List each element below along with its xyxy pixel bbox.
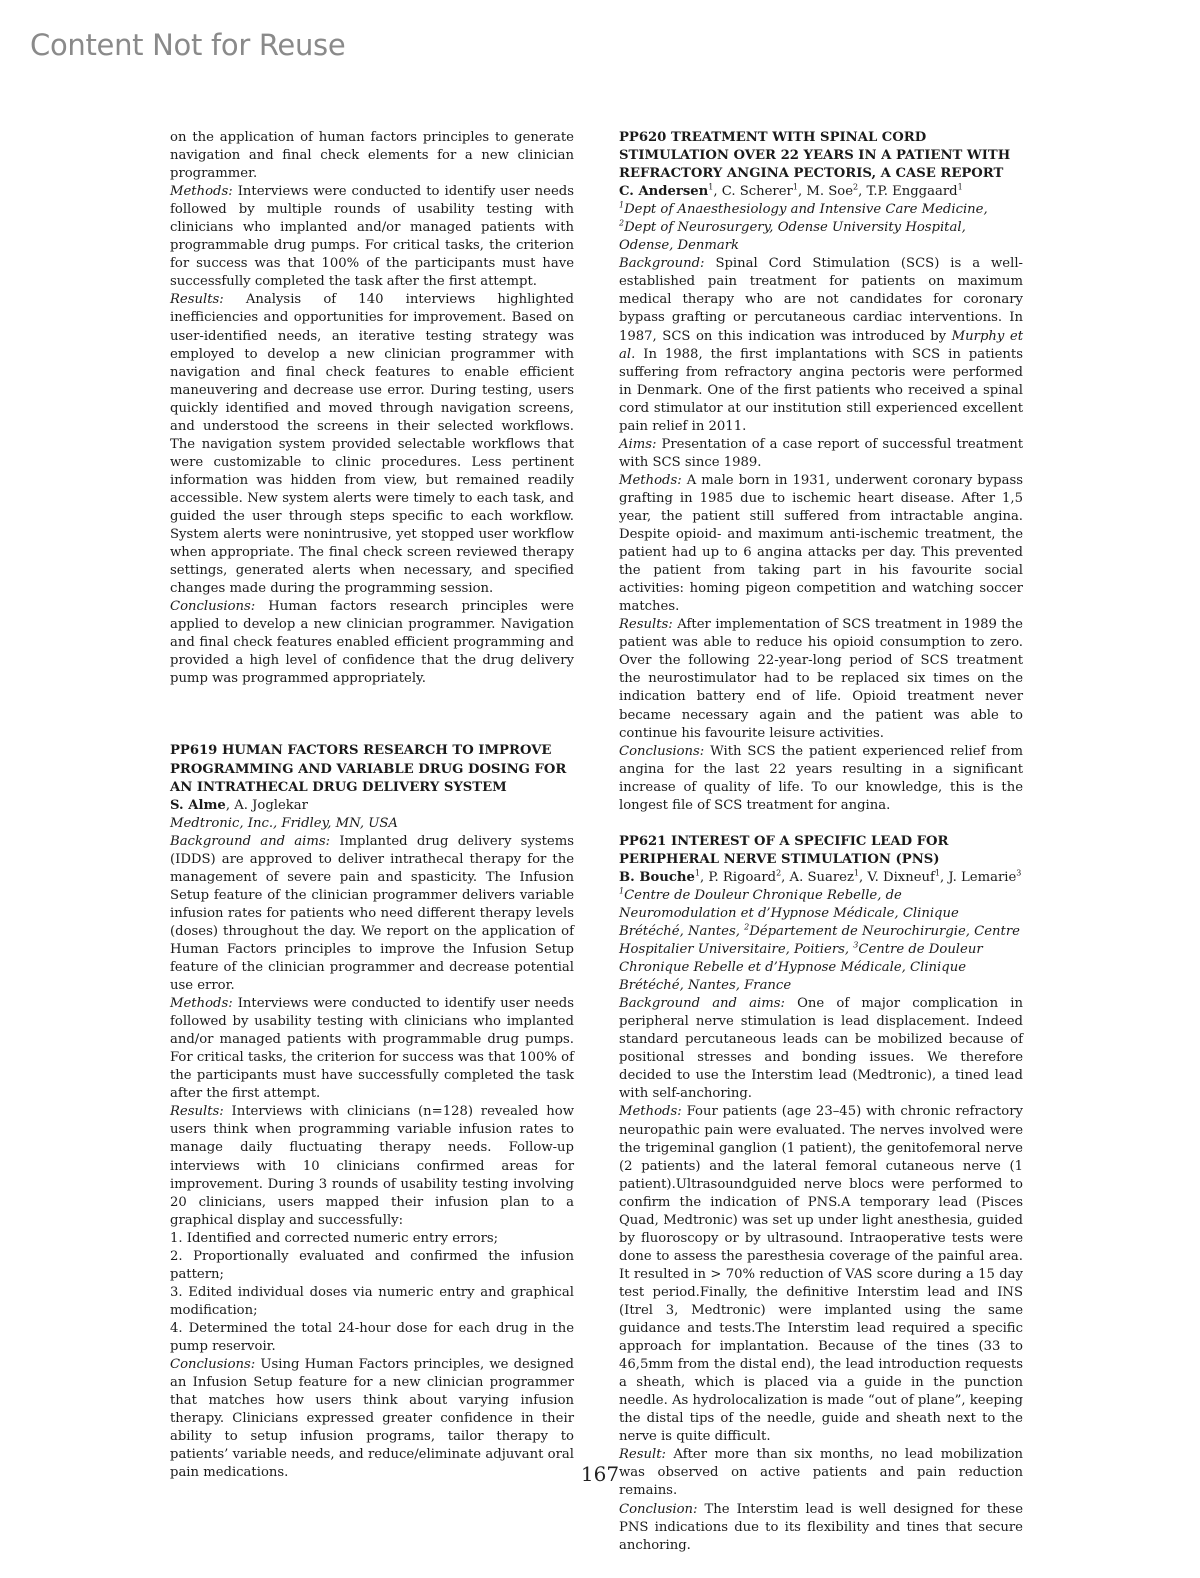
- pp619-methods: Methods: Interviews were conducted to identify user needs followed by usability testing with clinicians who implanted and/or managed patients with programmable drug pumps. For critical tasks, the criterion for success was that 100% of the participants must have successfully completed the task after the first attempt.: [170, 996, 574, 1102]
- pp620-title: PP620 TREATMENT WITH SPINAL CORD STIMULATION OVER 22 YEARS IN A PATIENT WITH REFRACTORY ANGINA PECTORIS, A CASE REPORT: [619, 130, 1011, 182]
- pp620-results: Results: After implementation of SCS treatment in 1989 the patient was able to reduce his opioid consumption to zero. Over the following 22-year-long period of SCS treatment the neurostimulator had to be replaced six times on the indication battery end of life. Opioid treatment never became necessary again and the patient was able to continue his favourite leisure activities.: [619, 617, 1023, 741]
- pp620-conclusions: Conclusions: With SCS the patient experienced relief from angina for the last 22 years resulting in a significant increase of quality of life. To our knowledge, this is the longest file of SCS treatment for angina.: [619, 743, 1023, 813]
- pp619-title: PP619 HUMAN FACTORS RESEARCH TO IMPROVE PROGRAMMING AND VARIABLE DRUG DOSING FOR AN INTRATHECAL DRUG DELIVERY SYSTEM: [170, 743, 567, 795]
- pp619-list-item: 1. Identified and corrected numeric entry errors;: [170, 1230, 499, 1246]
- pp620-affiliation: $^1$Dept of Anaesthesiology and Intensive Care Medicine, $^2$Dept of Neurosurgery, Odense University Hospital, Odense, Denmark: [619, 200, 988, 254]
- pp619-list-item: 2. Proportionally evaluated and confirmed the infusion pattern;: [170, 1248, 574, 1282]
- watermark: Content Not for Reuse: [30, 28, 346, 62]
- results-paragraph: Results: Analysis of 140 interviews highlighted inefficiencies and opportunities for improvement. Based on user-identified needs, an iterative testing strategy was employed to develop a new clinician programmer with navigation and final check features to enable efficient maneuvering and decrease use error. During testing, users quickly identified and moved through navigation screens, and understood the screens in their selected workflows. The navigation system provided selectable workflows that were customizable to clinic procedures. Less pertinent information was hidden from view, but remained readily accessible. New system alerts were timely to each task, and guided the user through steps specific to each workflow. System alerts were nonintrusive, yet stopped user workflow when appropriate. The final check screen reviewed therapy settings, generated alerts when necessary, and specified changes made during the programming session.: [170, 292, 574, 597]
- pp619-list-item: 4. Determined the total 24-hour dose for each drug in the pump reservoir.: [170, 1320, 574, 1354]
- page-number: 167: [580, 1462, 620, 1486]
- pp619-background: Background and aims: Implanted drug delivery systems (IDDS) are approved to deliver intrathecal therapy for the management of severe pain and spasticity. The Infusion Setup feature of the clinician programmer delivers variable infusion rates for patients who need different therapy levels (doses) throughout the day. We report on the application of Human Factors principles to improve the Infusion Setup feature of the clinician programmer and decrease potential use error.: [170, 833, 574, 994]
- pp619-affiliation: Medtronic, Inc., Fridley, MN, USA: [170, 815, 398, 831]
- conclusions-paragraph: Conclusions: Human factors research principles were applied to develop a new clinician programmer. Navigation and final check features enabled efficient programming and provided a high level of confidence that the drug delivery pump was programmed appropriately.: [170, 599, 574, 687]
- right-column: [619, 129, 1023, 1555]
- pp621-affiliation: $^1$Centre de Douleur Chronique Rebelle, de Neuromodulation et d’Hypnose Médicale, Clinique Brétéché, Nantes, $^2$Département de Neurochirurgie, Centre Hospitalier Universitaire, Poitiers, $^3$Centre de Douleur Chronique Rebelle et d’Hypnose Médicale, Clinique Brétéché, Nantes, France: [619, 886, 1020, 994]
- pp621-authors: B. Bouche$^1$, P. Rigoard$^2$, A. Suarez$^1$, V. Dixneuf$^1$, J. Lemarie$^3$: [619, 868, 1022, 885]
- pp619-results: Results: Interviews with clinicians (n=128) revealed how users think when programming variable infusion rates to manage daily fluctuating therapy needs. Follow-up interviews with 10 clinicians confirmed areas for improvement. During 3 rounds of usability testing involving 20 clinicians, users mapped their infusion plan to a graphical display and successfully:: [170, 1104, 574, 1228]
- pp621-title: PP621 INTEREST OF A SPECIFIC LEAD FOR PERIPHERAL NERVE STIMULATION (PNS): [619, 833, 949, 867]
- pp620-background: Background: Spinal Cord Stimulation (SCS) is a well-established pain treatment for patients on maximum medical therapy who are not candidates for coronary bypass grafting or percutaneous cardiac interventions. In 1987, SCS on this indication was introduced by Murphy et al. In 1988, the first implantations with SCS in patients suffering from refractory angina pectoris were performed in Denmark. One of the first patients who received a spinal cord stimulator at our institution still experienced excellent pain relief in 2011.: [619, 256, 1024, 434]
- methods-paragraph: Methods: Interviews were conducted to identify user needs followed by multiple rounds of usability testing with clinicians who implanted and/or managed patients with programmable drug pumps. For critical tasks, the criterion for success was that 100% of the participants must have successfully completed the task after the first attempt.: [170, 184, 574, 290]
- pp620-aims: Aims: Presentation of a case report of successful treatment with SCS since 1989.: [619, 436, 1023, 470]
- pp621-result: Result: After more than six months, no lead mobilization was observed on active patients and pain reduction remains.: [619, 1447, 1023, 1499]
- pp619-conclusions: Conclusions: Using Human Factors principles, we designed an Infusion Setup feature for a new clinician programmer that matches how users think about varying infusion therapy. Clinicians expressed greater confidence in their ability to setup infusion programs, tailor therapy to patients’ variable needs, and reduce/eliminate adjuvant oral pain medications.: [170, 1357, 574, 1481]
- left-column: [170, 129, 574, 1482]
- pp620-methods: Methods: A male born in 1931, underwent coronary bypass grafting in 1985 due to ischemic heart disease. After 1,5 year, the patient still suffered from intractable angina. Despite opioid- and maximum anti-ischemic treatment, the patient had up to 6 angina attacks per day. This prevented the patient from taking part in his favourite social activities: homing pigeon competition and watching soccer matches.: [619, 472, 1023, 615]
- pp621-methods: Methods: Four patients (age 23–45) with chronic refractory neuropathic pain were evaluated. The nerves involved were the trigeminal ganglion (1 patient), the genitofemoral nerve (2 patients) and the lateral femoral cutaneous nerve (1 patient).Ultrasoundguided nerve blocs were performed to confirm the indication of PNS.A temporary lead (Pisces Quad, Medtronic) was set up under light anesthesia, guided by fluoroscopy or by ultrasound. Intraoperative tests were done to assess the paresthesia coverage of the painful area. It resulted in > 70% reduction of VAS score during a 15 day test period.Finally, the definitive Interstim lead and INS (Itrel 3, Medtronic) were implanted using the same guidance and tests.The Interstim lead required a specific approach for implantation. Because of the tines (33 to 46,5mm from the distal end), the lead introduction requests a sheath, which is placed via a guide in the punction needle. As hydrolocalization is made “out of plane”, keeping the distal tips of the needle, guide and sheath next to the nerve is quite difficult.: [619, 1104, 1023, 1445]
- abstract-continuation-intro: on the application of human factors principles to generate navigation and final check elements for a new clinician programmer.: [170, 130, 574, 182]
- pp621-background: Background and aims: One of major complication in peripheral nerve stimulation is lead displacement. Indeed standard percutaneous leads can be mobilized because of positional stresses and bonding issues. We therefore decided to use the Interstim lead (Medtronic), a tined lead with self-anchoring.: [619, 996, 1023, 1102]
- pp619-authors: S. Alme, A. Joglekar: [170, 797, 308, 813]
- pp620-authors: C. Andersen$^1$, C. Scherer$^1$, M. Soe$^2$, T.P. Enggaard$^1$: [619, 182, 963, 200]
- pp619-list-item: 3. Edited individual doses via numeric entry and graphical modification;: [170, 1284, 574, 1318]
- pp621-conclusion: Conclusion: The Interstim lead is well designed for these PNS indications due to its flexibility and tines that secure anchoring.: [619, 1501, 1023, 1553]
